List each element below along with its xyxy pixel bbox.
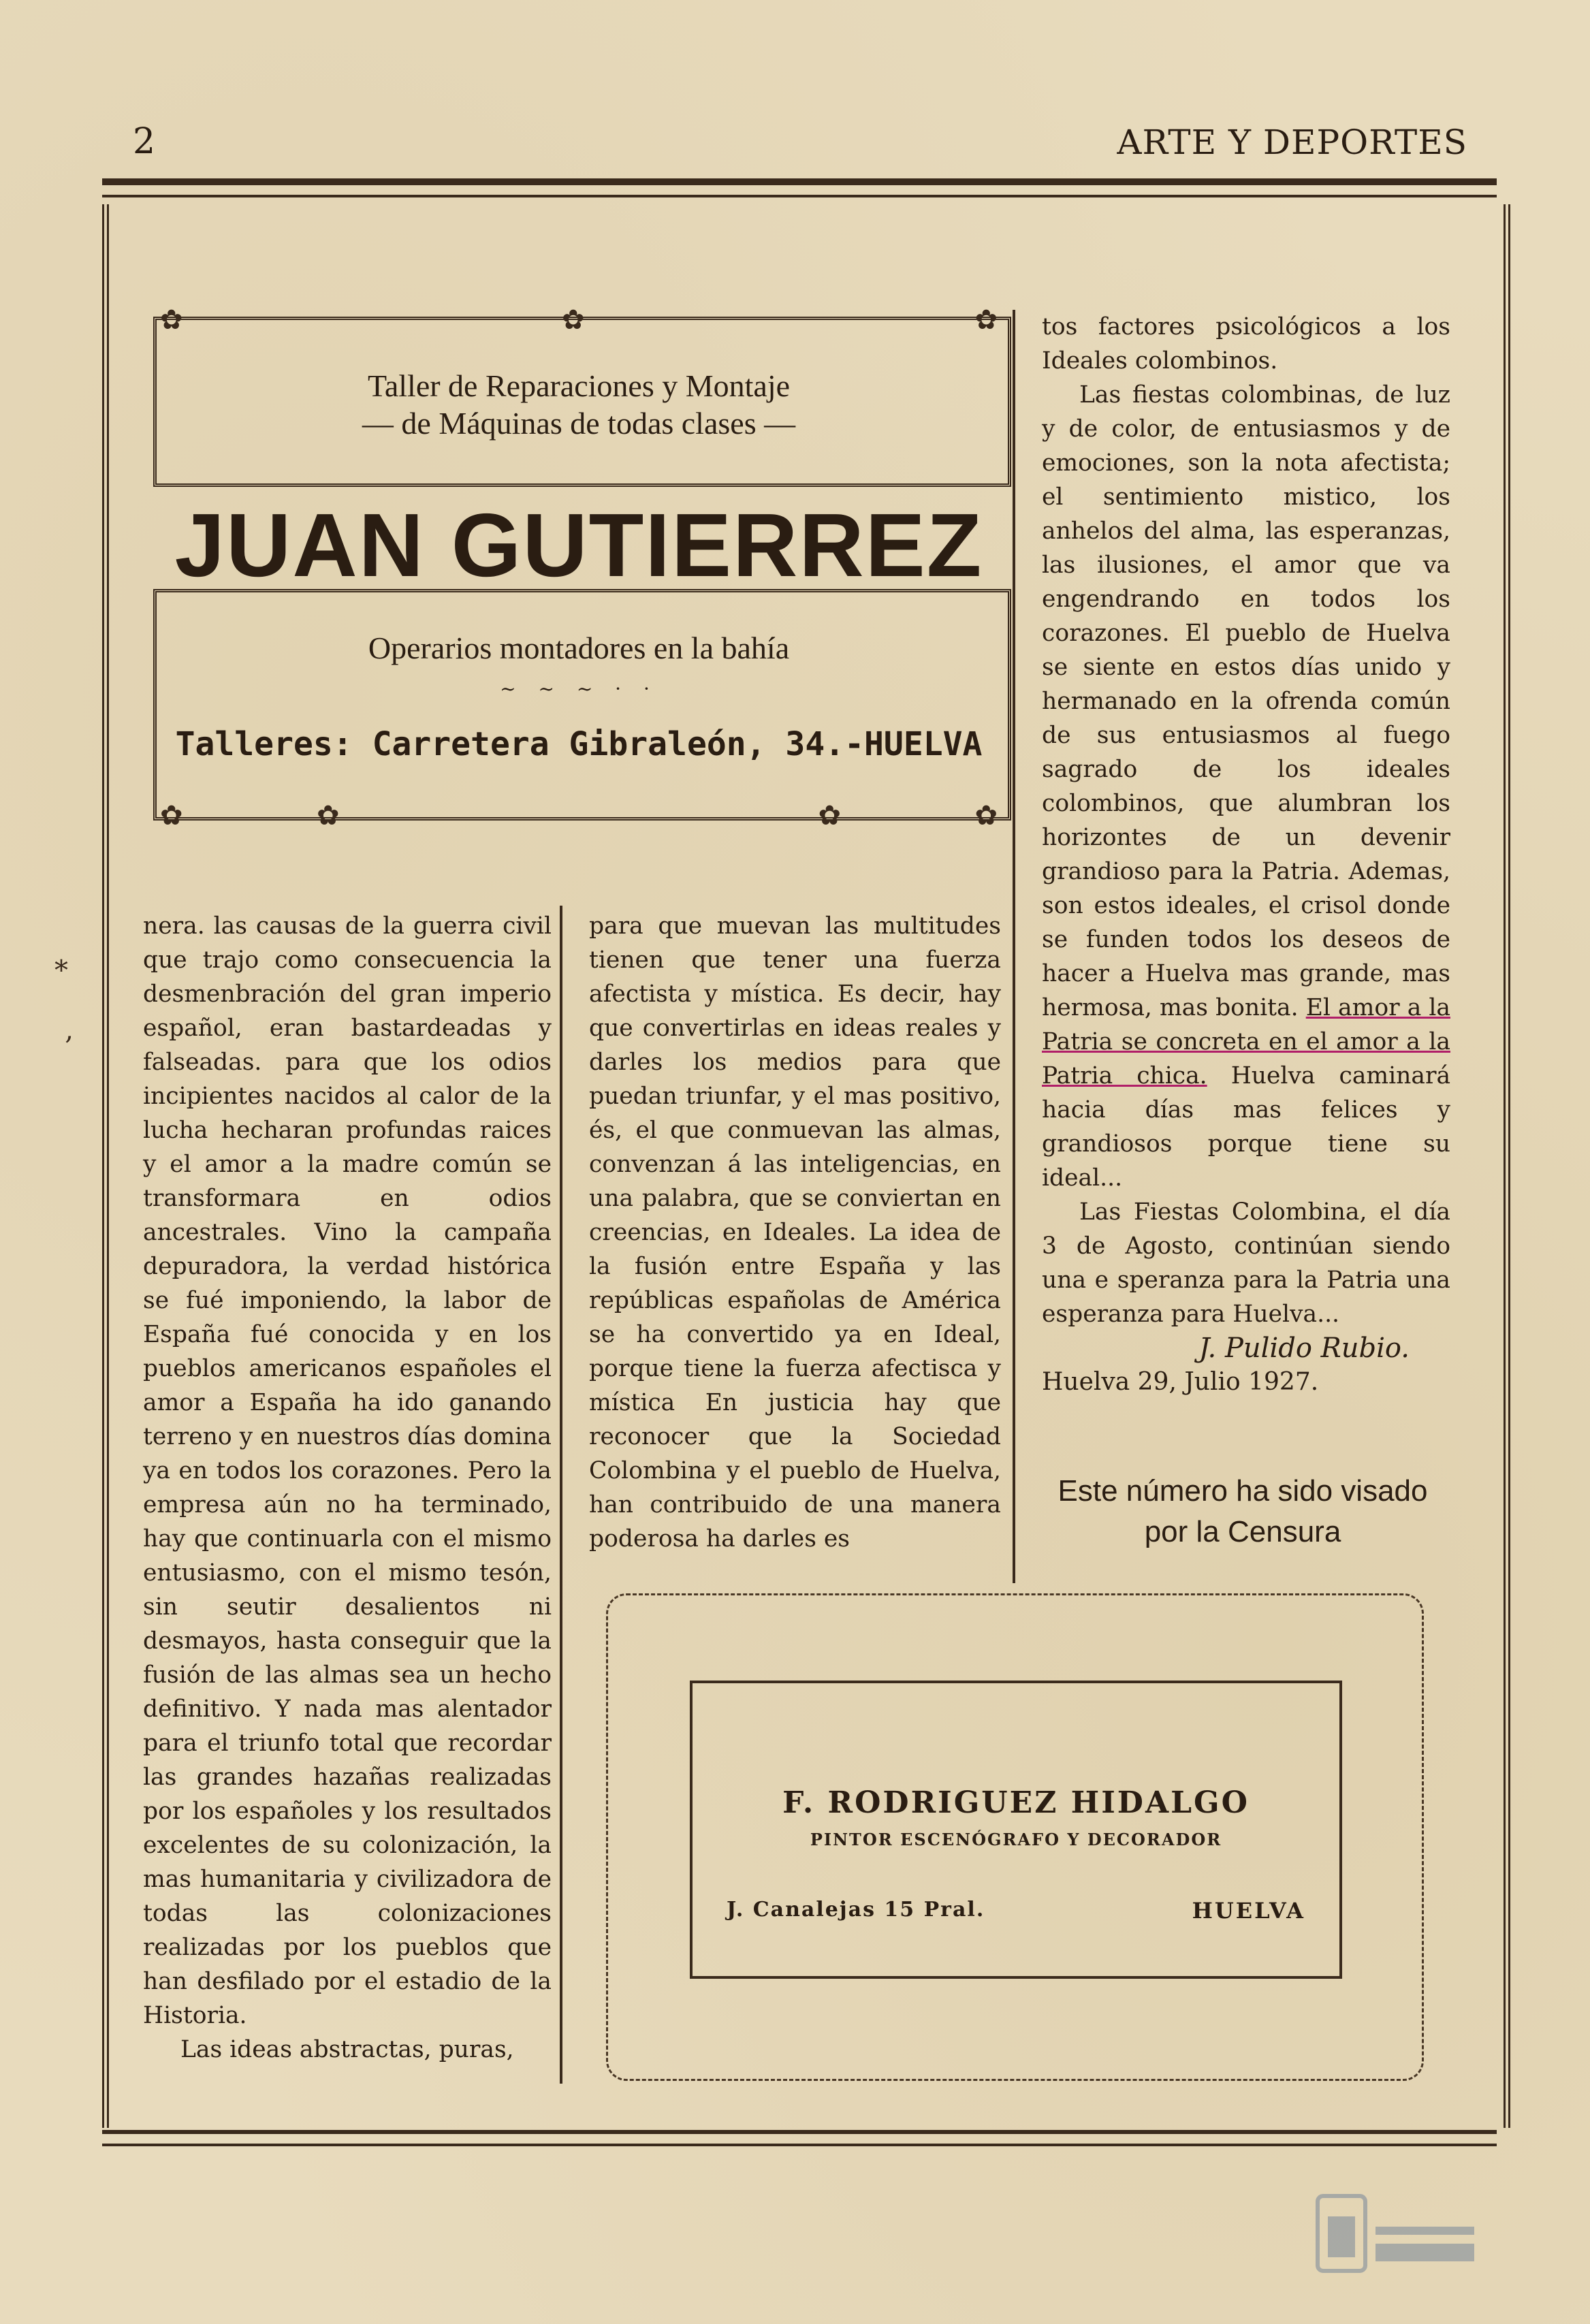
page-number: 2 [133,121,156,162]
ornament-divider-icon: ~ ~ ~ · · [500,678,658,700]
bottom-rule [102,2130,1497,2146]
ad-address: J. Canalejas 15 Pral. [727,1898,985,1922]
paragraph-text: Huelva caminará hacia días mas felices y grandiosos porque tiene su ideal... [1042,1062,1451,1192]
article-paragraph: nera. las causas de la guerra civil que trajo como consecuencia la desmenbración del gran imperio español, eran bastardeadas y falseadas. para que los odios incipientes nacidos al calor de la lucha hecharan profundas raices y el amor a la madre común se transformara en odios ancestrales. Vino la campaña depuradora, la verdad histórica se fué imponiendo, la labor de España fué conocida y en los pueblos americanos españoles el amor a España ha ido ganando terreno y en nuestros días domina ya en todos los corazones. Pero la empresa aún no ha terminado, hay que continuarla con el mismo entusiasmo, con el mismo tesón, sin seutir desalientos ni desmayos, hasta conseguir que la fusión de las almas sea un hecho definitivo. Y nada mas alentador para el triunfo total que recordar las grandes hazañas realizadas por los españoles y los resultados excelentes de su colonización, la mas humanitaria y civilizadora de todas las colonizaciones realizadas por los pueblos que han desfilado por el estadio de la Historia. [143,912,552,2029]
ad-bottom-frame [153,589,1011,821]
ad-business-name: JUAN GUTIERREZ [174,495,983,595]
article-column-3 [1042,310,1450,1399]
ad-operators-line: Operarios montadores en la bahía [368,631,790,665]
flourish-icon: ✿ [974,800,998,831]
ad-machines-line: — de Máquinas de todas clases — [362,406,796,441]
flourish-icon: ✿ [317,800,340,831]
column-divider [560,906,562,2084]
censorship-line: por la Censura [1144,1515,1341,1548]
article-paragraph: Las Fiestas Colombina, el día 3 de Agosto, continúan siendo una e speranza para la Patria una esperanza para Huelva... [1042,1198,1450,1328]
ad-profession: PINTOR ESCENÓGRAFO Y DECORADOR [810,1830,1222,1849]
article-column-2 [589,909,1001,1556]
margin-mark-icon: ‚ [65,1015,74,1046]
article-paragraph: tos factores psicológicos a los Ideales colombinos. [1042,313,1450,375]
flourish-icon: ✿ [974,304,998,336]
ad-city: HUELVA [1192,1898,1305,1924]
city-seal-icon [1311,2189,1481,2278]
column-divider [1013,310,1015,1583]
ad-workshop-line: Taller de Reparaciones y Montaje [367,368,791,403]
underlined-quote: El amor a la Patria se concreta en el amor a la Patria chica. [1042,994,1450,1089]
article-paragraph [1042,378,1450,1195]
ad-rodriguez-hidalgo [606,1593,1424,2081]
article-date: Huelva 29, Julio 1927. [1042,1368,1319,1396]
ad-business-name: F. RODRIGUEZ HIDALGO [782,1785,1250,1820]
article-paragraph: Las ideas abstractas, puras, [180,2036,514,2063]
flourish-icon: ✿ [160,304,183,336]
flourish-icon: ✿ [160,800,183,831]
publication-title: ARTE Y DEPORTES [1117,123,1467,162]
censorship-notice [1021,1471,1464,1553]
margin-mark-icon: ⁎ [54,946,68,978]
ad-address-line: Talleres: Carretera Gibraleón, 34.-HUELVA [175,725,983,763]
flourish-icon: ✿ [818,800,841,831]
paragraph-text: Las fiestas colombinas, de luz y de color, de entusiasmos y de emociones, son la nota afectista; el sentimiento mistico, los anhelos del alma, las esperanzas, las ilusiones, el amor que va engendrando en todos los corazones. El pueblo de Huelva se siente en estos días unido y hermanado en la ofrenda común de sus entusiasmos al fuego sagrado de los ideales colombinos, que alumbran los horizontes de un devenir grandioso para la Patria. Ademas, son estos ideales, el crisol donde se funden todos los deseos de hacer a Huelva mas grande, mas hermosa, mas bonita. [1042,381,1450,1021]
article-paragraph: para que muevan las multitudes tienen que tener una fuerza afectista y mística. Es decir, hay que convertirlas en ideas reales y darles los medios para que puedan triunfar, y el mas positivo, és, el que conmuevan las almas, convenzan á las inteligencias, en una palabra, que se conviertan en creencias, en Ideales. La idea de la fusión entre España y las repúblicas españolas de América se ha convertido ya en Ideal, porque tiene la fuerza afectisca y mística En justicia hay que reconocer que la Sociedad Colombina y el pueblo de Huelva, han contribuido de una manera poderosa ha darles es [589,912,1001,1553]
article-column-1 [143,909,552,2067]
top-rule [102,178,1497,197]
ad-juan-gutierrez [153,304,1004,848]
censorship-line: Este número ha sido visado [1058,1474,1428,1508]
author-signature: J. Pulido Rubio. [1198,1333,1410,1364]
ad-card [690,1681,1342,1979]
flourish-icon: ✿ [562,304,585,336]
